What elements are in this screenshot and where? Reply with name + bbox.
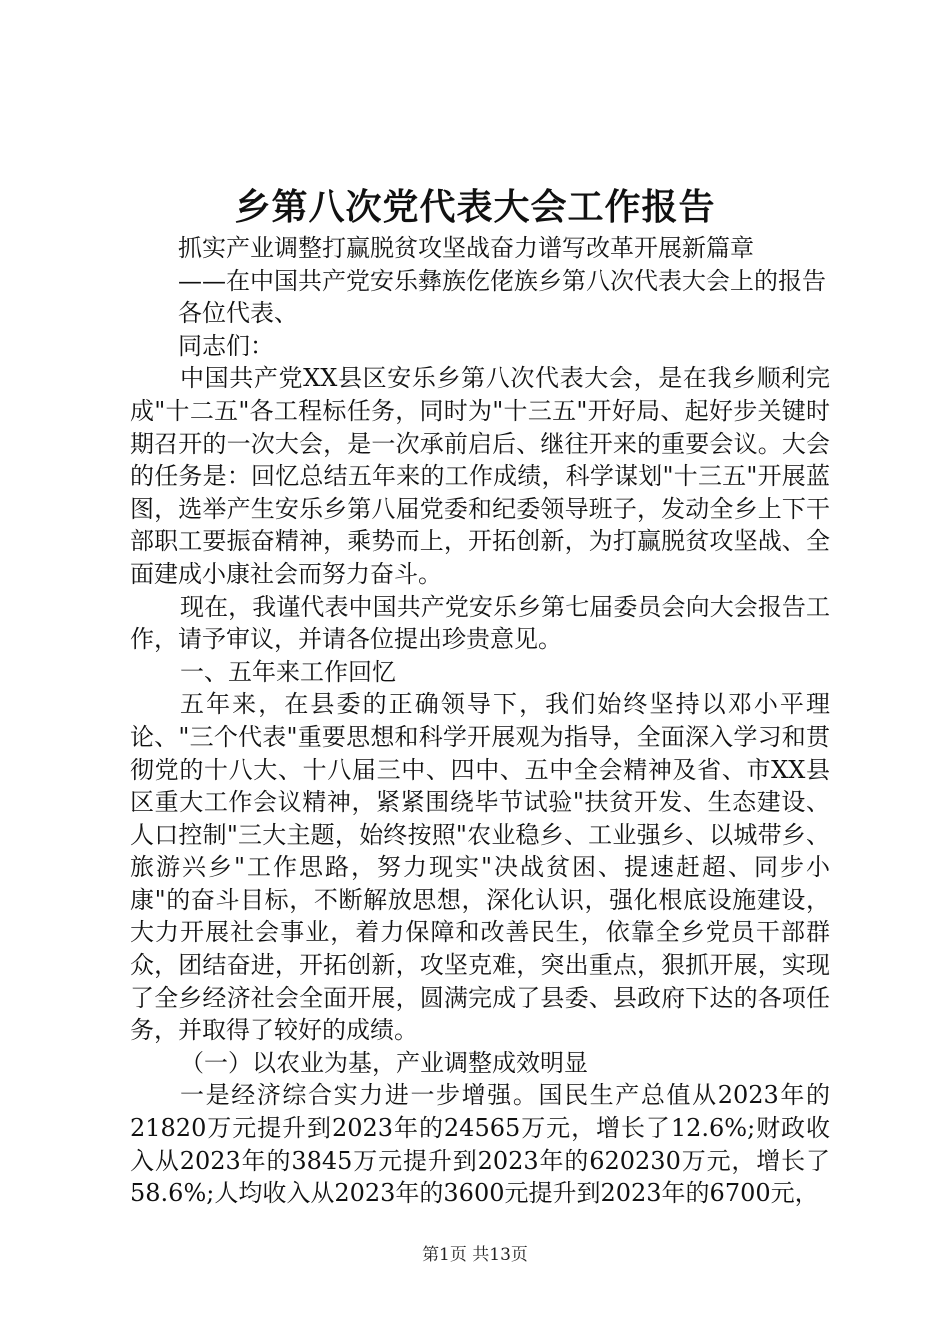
document-body [130, 232, 830, 1210]
paragraph-opening: 中国共产党XX县区安乐乡第八次代表大会，是在我乡顺利完成"十二五"各工程标任务，同时为"十三五"开好局、起好步关键时期召开的一次大会，是一次承前启后、继往开来的重要会议。大会的任务是：回忆总结五年来的工作成绩，科学谋划"十三五"开展蓝图，选举产生安乐乡第八届党委和纪委领导班子，发动全乡上下干部职工要振奋精神，乘势而上，开拓创新，为打赢脱贫攻坚战、全面建成小康社会而努力奋斗。 [130, 364, 830, 588]
subsection-heading-agriculture: （一）以农业为基，产业调整成效明显 [180, 1048, 588, 1077]
salutation-comrades: 同志们： [178, 331, 274, 360]
document-title: 乡第八次党代表大会工作报告 [234, 187, 716, 228]
salutation-delegates: 各位代表、 [178, 299, 298, 328]
subtitle-secondary: ——在中国共产党安乐彝族仡佬族乡第八次代表大会上的报告 [178, 266, 826, 295]
paragraph-economy: 一是经济综合实力进一步增强。国民生产总值从2023年的21820万元提升到2023年的24565万元，增长了12.6%;财政收入从2023年的3845万元提升到2023年的620230万元，增长了58.6%;人均收入从2023年的3600元提升到2023年的6700元， [130, 1081, 830, 1208]
page-number-footer: 第1页 共13页 [422, 1245, 528, 1265]
paragraph-five-years: 五年来，在县委的正确领导下，我们始终坚持以邓小平理论、"三个代表"重要思想和科学开展观为指导，全面深入学习和贯彻党的十八大、十八届三中、四中、五中全会精神及省、市XX县区重大工作会议精神，紧紧围绕毕节试验"扶贫开发、生态建设、人口控制"三大主题，始终按照"农业稳乡、工业强乡、以城带乡、旅游兴乡"工作思路，努力现实"决战贫困、提速赶超、同步小康"的奋斗目标，不断解放思想，深化认识，强化根底设施建设，大力开展社会事业，着力保障和改善民生，依靠全乡党员干部群众，团结奋进，开拓创新，攻坚克难，突出重点，狠抓开展，实现了全乡经济社会全面开展，圆满完成了县委、县政府下达的各项任务，并取得了较好的成绩。 [130, 690, 830, 1045]
section-heading-review: 一、五年来工作回忆 [180, 657, 396, 686]
subtitle: 抓实产业调整打赢脱贫攻坚战奋力谱写改革开展新篇章 [178, 234, 754, 262]
paragraph-report-intro: 现在，我谨代表中国共产党安乐乡第七届委员会向大会报告工作，请予审议，并请各位提出珍贵意见。 [130, 592, 830, 654]
